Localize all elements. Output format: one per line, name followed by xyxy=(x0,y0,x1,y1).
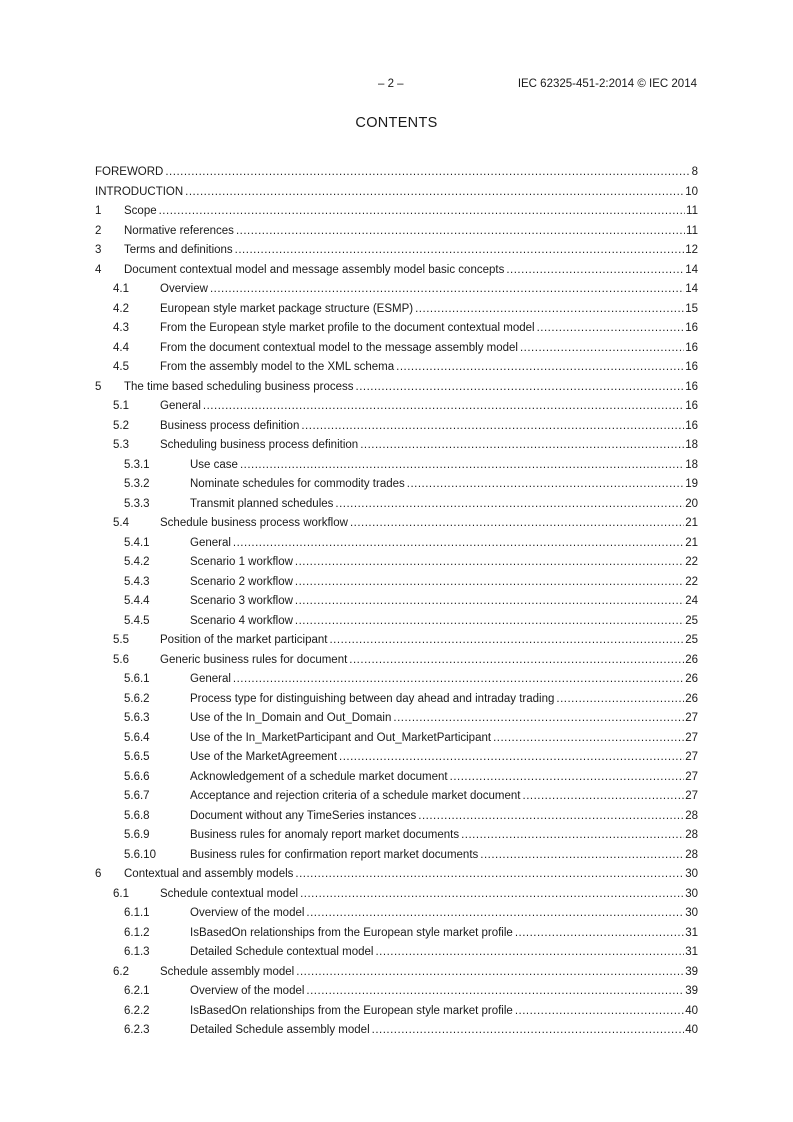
toc-entry-title: Generic business rules for document xyxy=(160,653,348,666)
toc-entry[interactable] xyxy=(95,573,698,593)
toc-entry-page: 16 xyxy=(685,400,698,412)
toc-dot-leader xyxy=(372,1021,685,1041)
toc-entry-title: Scheduling business process definition xyxy=(160,439,359,451)
toc-entry[interactable] xyxy=(95,826,698,846)
toc-dot-leader xyxy=(520,339,684,359)
toc-entry[interactable] xyxy=(95,358,698,378)
toc-entry-page: 19 xyxy=(685,478,698,490)
toc-entry-title: From the document contextual model to the message assembly model xyxy=(160,341,518,354)
toc-entry-number: 5 xyxy=(95,380,102,393)
toc-entry-title: Process type for distinguishing between day ahead and intraday trading xyxy=(190,692,555,705)
toc-entry-page: 8 xyxy=(691,166,698,178)
toc-dot-leader xyxy=(295,865,684,885)
toc-entry-number: 4.3 xyxy=(113,322,129,334)
toc-entry-page: 24 xyxy=(685,595,698,607)
toc-entry-title: Scenario 3 workflow xyxy=(190,595,293,607)
toc-entry-number: 5.6.9 xyxy=(124,829,150,841)
toc-dot-leader xyxy=(295,553,684,573)
toc-entry-page: 10 xyxy=(685,185,698,198)
toc-entry[interactable] xyxy=(95,300,698,320)
toc-dot-leader xyxy=(450,768,685,788)
toc-entry-title: The time based scheduling business process xyxy=(124,380,354,393)
toc-entry-page: 16 xyxy=(685,361,698,373)
toc-dot-leader xyxy=(301,417,684,437)
toc-entry-title: General xyxy=(190,536,231,549)
toc-entry-page: 18 xyxy=(685,458,698,471)
toc-entry-page: 16 xyxy=(685,380,698,393)
toc-dot-leader xyxy=(329,631,684,651)
toc-entry-title: Overview xyxy=(160,283,208,295)
toc-entry-number: 6.1.2 xyxy=(124,926,150,939)
toc-entry[interactable] xyxy=(95,456,698,476)
toc-entry[interactable] xyxy=(95,534,698,554)
toc-entry[interactable] xyxy=(95,846,698,866)
toc-entry[interactable] xyxy=(95,670,698,690)
toc-entry-page: 30 xyxy=(685,868,698,880)
toc-entry-title: Use case xyxy=(190,458,238,471)
toc-entry-page: 20 xyxy=(685,497,698,510)
toc-entry-number: 5.6 xyxy=(113,653,129,666)
toc-dot-leader xyxy=(300,885,684,905)
toc-dot-leader xyxy=(240,456,684,476)
toc-entry-page: 28 xyxy=(685,848,698,861)
page-header xyxy=(0,78,793,94)
toc-entry[interactable] xyxy=(95,924,698,944)
toc-entry-number: 5.1 xyxy=(113,400,129,412)
toc-entry-page: 26 xyxy=(685,692,698,705)
standard-reference: IEC 62325-451-2:2014 © IEC 2014 xyxy=(517,78,697,90)
toc-entry-title: Business process definition xyxy=(160,419,300,432)
toc-entry[interactable] xyxy=(95,436,698,456)
toc-entry-number: 6.1.1 xyxy=(124,907,150,919)
toc-entry-title: Document contextual model and message assembly model basic concepts xyxy=(124,263,505,276)
toc-entry-number: 5.6.5 xyxy=(124,751,150,763)
toc-dot-leader xyxy=(306,904,684,924)
toc-entry-number: 6.1 xyxy=(113,887,129,900)
toc-entry-title: European style market package structure (ESMP) xyxy=(160,302,414,315)
toc-dot-leader xyxy=(407,475,684,495)
toc-entry-page: 39 xyxy=(685,985,698,997)
toc-dot-leader xyxy=(295,592,684,612)
toc-entry[interactable] xyxy=(95,807,698,827)
toc-entry[interactable] xyxy=(95,865,698,885)
toc-dot-leader xyxy=(236,222,685,242)
page-number: – 2 – xyxy=(378,78,404,90)
toc-entry-page: 22 xyxy=(685,575,698,588)
toc-entry-page: 30 xyxy=(685,907,698,919)
toc-entry-number: 5.4.4 xyxy=(124,595,150,607)
toc-entry-title: Overview of the model xyxy=(190,907,305,919)
toc-entry[interactable] xyxy=(95,339,698,359)
toc-dot-leader xyxy=(233,534,684,554)
toc-entry-number: 4.4 xyxy=(113,341,129,354)
toc-entry-number: 4.1 xyxy=(113,283,129,295)
toc-dot-leader xyxy=(350,514,684,534)
toc-dot-leader xyxy=(537,319,685,339)
toc-entry-number: 6.2.1 xyxy=(124,985,150,997)
toc-entry-title: Business rules for confirmation report market documents xyxy=(190,848,479,861)
toc-dot-leader xyxy=(203,397,684,417)
toc-entry[interactable] xyxy=(95,397,698,417)
toc-entry-number: 5.6.3 xyxy=(124,712,150,724)
toc-entry[interactable] xyxy=(95,885,698,905)
toc-dot-leader xyxy=(506,261,684,281)
toc-entry-page: 27 xyxy=(685,751,698,763)
toc-entry-page: 21 xyxy=(685,517,698,529)
toc-entry-title: General xyxy=(160,400,201,412)
toc-entry[interactable] xyxy=(95,495,698,515)
toc-entry[interactable] xyxy=(95,651,698,671)
toc-entry[interactable] xyxy=(95,1021,698,1041)
toc-entry[interactable] xyxy=(95,222,698,242)
toc-entry-number: 5.2 xyxy=(113,419,129,432)
toc-entry-number: 5.3.3 xyxy=(124,497,150,510)
toc-entry-title: INTRODUCTION xyxy=(95,185,184,198)
toc-entry-page: 16 xyxy=(685,341,698,354)
toc-dot-leader xyxy=(360,436,684,456)
toc-entry-title: Use of the MarketAgreement xyxy=(190,751,338,763)
toc-entry-page: 28 xyxy=(685,829,698,841)
toc-entry-number: 6.1.3 xyxy=(124,946,150,958)
toc-dot-leader xyxy=(415,300,684,320)
toc-entry-title: Position of the market participant xyxy=(160,634,328,646)
toc-entry-title: Transmit planned schedules xyxy=(190,497,334,510)
toc-entry[interactable] xyxy=(95,982,698,1002)
toc-entry-title: Use of the In_MarketParticipant and Out_MarketParticipant xyxy=(190,731,492,744)
toc-entry-page: 12 xyxy=(685,244,698,256)
toc-entry-title: From the assembly model to the XML schema xyxy=(160,361,395,373)
toc-entry-number: 6.2 xyxy=(113,965,129,978)
table-of-contents xyxy=(95,163,698,1041)
toc-entry-title: Overview of the model xyxy=(190,985,305,997)
toc-dot-leader xyxy=(396,358,684,378)
toc-entry-title: Scope xyxy=(124,205,157,217)
toc-entry-page: 28 xyxy=(685,809,698,822)
contents-title: CONTENTS xyxy=(355,115,438,131)
toc-entry-number: 5.3.2 xyxy=(124,478,150,490)
toc-entry[interactable] xyxy=(95,241,698,261)
toc-dot-leader xyxy=(523,787,685,807)
toc-entry-title: Detailed Schedule assembly model xyxy=(190,1024,370,1036)
toc-entry-number: 5.6.2 xyxy=(124,692,150,705)
toc-entry[interactable] xyxy=(95,514,698,534)
toc-dot-leader xyxy=(515,1002,684,1022)
toc-entry-page: 14 xyxy=(685,283,698,295)
toc-entry-page: 18 xyxy=(685,439,698,451)
toc-entry[interactable] xyxy=(95,163,698,183)
toc-entry[interactable] xyxy=(95,690,698,710)
toc-entry-number: 4.5 xyxy=(113,361,129,373)
toc-entry-page: 21 xyxy=(685,536,698,549)
toc-entry-title: Schedule business process workflow xyxy=(160,517,348,529)
toc-entry-number: 2 xyxy=(95,224,102,237)
toc-entry-title: IsBasedOn relationships from the European style market profile xyxy=(190,926,513,939)
toc-dot-leader xyxy=(165,163,690,183)
toc-entry-number: 5.6.8 xyxy=(124,809,150,822)
toc-entry[interactable] xyxy=(95,748,698,768)
toc-entry-page: 27 xyxy=(685,731,698,744)
toc-entry-title: Scenario 2 workflow xyxy=(190,575,293,588)
toc-dot-leader xyxy=(235,241,685,261)
toc-entry-number: 5.5 xyxy=(113,634,129,646)
toc-entry-number: 5.6.10 xyxy=(124,848,156,861)
toc-dot-leader xyxy=(556,690,684,710)
toc-entry-page: 22 xyxy=(685,556,698,568)
toc-entry-page: 40 xyxy=(685,1004,698,1017)
toc-entry-page: 27 xyxy=(685,712,698,724)
toc-entry-page: 11 xyxy=(686,205,698,217)
toc-entry-page: 40 xyxy=(685,1024,698,1036)
toc-entry-page: 16 xyxy=(685,322,698,334)
toc-entry-title: Document without any TimeSeries instances xyxy=(190,809,417,822)
toc-entry-title: Contextual and assembly models xyxy=(124,868,294,880)
toc-dot-leader xyxy=(210,280,684,300)
toc-dot-leader xyxy=(295,573,684,593)
toc-entry-number: 5.3.1 xyxy=(124,458,150,471)
toc-entry-page: 27 xyxy=(685,790,698,802)
toc-dot-leader xyxy=(493,729,684,749)
toc-entry-number: 6.2.3 xyxy=(124,1024,150,1036)
toc-entry[interactable] xyxy=(95,475,698,495)
toc-entry-title: Acknowledgement of a schedule market document xyxy=(190,770,448,783)
toc-dot-leader xyxy=(418,807,684,827)
toc-entry-title: General xyxy=(190,673,231,685)
toc-entry-number: 5.6.4 xyxy=(124,731,150,744)
toc-entry[interactable] xyxy=(95,261,698,281)
toc-dot-leader xyxy=(306,982,684,1002)
toc-dot-leader xyxy=(393,709,684,729)
toc-dot-leader xyxy=(480,846,684,866)
toc-entry-page: 15 xyxy=(685,302,698,315)
toc-entry-page: 16 xyxy=(685,419,698,432)
toc-entry-title: Scenario 4 workflow xyxy=(190,614,293,627)
toc-entry-page: 30 xyxy=(685,887,698,900)
toc-dot-leader xyxy=(233,670,684,690)
toc-entry[interactable] xyxy=(95,904,698,924)
toc-entry-page: 14 xyxy=(685,263,698,276)
toc-entry-number: 5.3 xyxy=(113,439,129,451)
toc-entry[interactable] xyxy=(95,202,698,222)
toc-entry[interactable] xyxy=(95,1002,698,1022)
toc-entry-title: Acceptance and rejection criteria of a schedule market document xyxy=(190,790,521,802)
toc-entry-title: Schedule assembly model xyxy=(160,965,295,978)
toc-entry-number: 5.4 xyxy=(113,517,129,529)
toc-entry-number: 5.4.1 xyxy=(124,536,150,549)
toc-entry[interactable] xyxy=(95,612,698,632)
toc-entry-page: 27 xyxy=(685,770,698,783)
toc-entry[interactable] xyxy=(95,768,698,788)
toc-dot-leader xyxy=(335,495,684,515)
toc-entry-title: FOREWORD xyxy=(95,166,164,178)
toc-entry[interactable] xyxy=(95,709,698,729)
toc-dot-leader xyxy=(515,924,684,944)
toc-entry-number: 3 xyxy=(95,244,102,256)
toc-entry-number: 5.6.1 xyxy=(124,673,150,685)
toc-entry-title: From the European style market profile to the document contextual model xyxy=(160,322,535,334)
toc-dot-leader xyxy=(339,748,684,768)
toc-entry-number: 1 xyxy=(95,205,102,217)
toc-entry-number: 5.4.5 xyxy=(124,614,150,627)
toc-dot-leader xyxy=(296,963,684,983)
toc-entry[interactable] xyxy=(95,553,698,573)
toc-dot-leader xyxy=(375,943,684,963)
toc-dot-leader xyxy=(349,651,684,671)
toc-dot-leader xyxy=(461,826,684,846)
toc-entry[interactable] xyxy=(95,729,698,749)
toc-entry-page: 26 xyxy=(685,673,698,685)
toc-entry-title: Use of the In_Domain and Out_Domain xyxy=(190,712,392,724)
toc-entry[interactable] xyxy=(95,319,698,339)
toc-entry[interactable] xyxy=(95,417,698,437)
toc-entry-page: 25 xyxy=(685,614,698,627)
toc-dot-leader xyxy=(295,612,684,632)
toc-entry[interactable] xyxy=(95,280,698,300)
toc-dot-leader xyxy=(159,202,685,222)
toc-entry-page: 31 xyxy=(685,926,698,939)
toc-entry[interactable] xyxy=(95,592,698,612)
toc-entry[interactable] xyxy=(95,378,698,398)
toc-entry-number: 4.2 xyxy=(113,302,129,315)
toc-entry-number: 5.4.2 xyxy=(124,556,150,568)
toc-entry-page: 25 xyxy=(685,634,698,646)
toc-entry-number: 5.4.3 xyxy=(124,575,150,588)
toc-entry-number: 6 xyxy=(95,868,102,880)
toc-entry[interactable] xyxy=(95,787,698,807)
toc-entry[interactable] xyxy=(95,963,698,983)
toc-entry-title: Terms and definitions xyxy=(124,244,233,256)
toc-entry-page: 39 xyxy=(685,965,698,978)
toc-dot-leader xyxy=(185,183,684,203)
toc-entry-title: Business rules for anomaly report market documents xyxy=(190,829,460,841)
toc-entry-title: Scenario 1 workflow xyxy=(190,556,293,568)
toc-entry-title: Nominate schedules for commodity trades xyxy=(190,478,405,490)
toc-entry-title: IsBasedOn relationships from the European style market profile xyxy=(190,1004,513,1017)
toc-entry[interactable] xyxy=(95,943,698,963)
toc-entry[interactable] xyxy=(95,183,698,203)
toc-entry-page: 26 xyxy=(685,653,698,666)
toc-entry-title: Detailed Schedule contextual model xyxy=(190,946,374,958)
toc-entry-number: 4 xyxy=(95,263,102,276)
toc-entry-number: 5.6.6 xyxy=(124,770,150,783)
toc-entry-title: Normative references xyxy=(124,224,234,237)
toc-entry-title: Schedule contextual model xyxy=(160,887,299,900)
toc-dot-leader xyxy=(356,378,685,398)
toc-entry-number: 5.6.7 xyxy=(124,790,150,802)
toc-entry[interactable] xyxy=(95,631,698,651)
toc-entry-page: 31 xyxy=(685,946,698,958)
toc-entry-page: 11 xyxy=(686,224,698,237)
toc-entry-number: 6.2.2 xyxy=(124,1004,150,1017)
